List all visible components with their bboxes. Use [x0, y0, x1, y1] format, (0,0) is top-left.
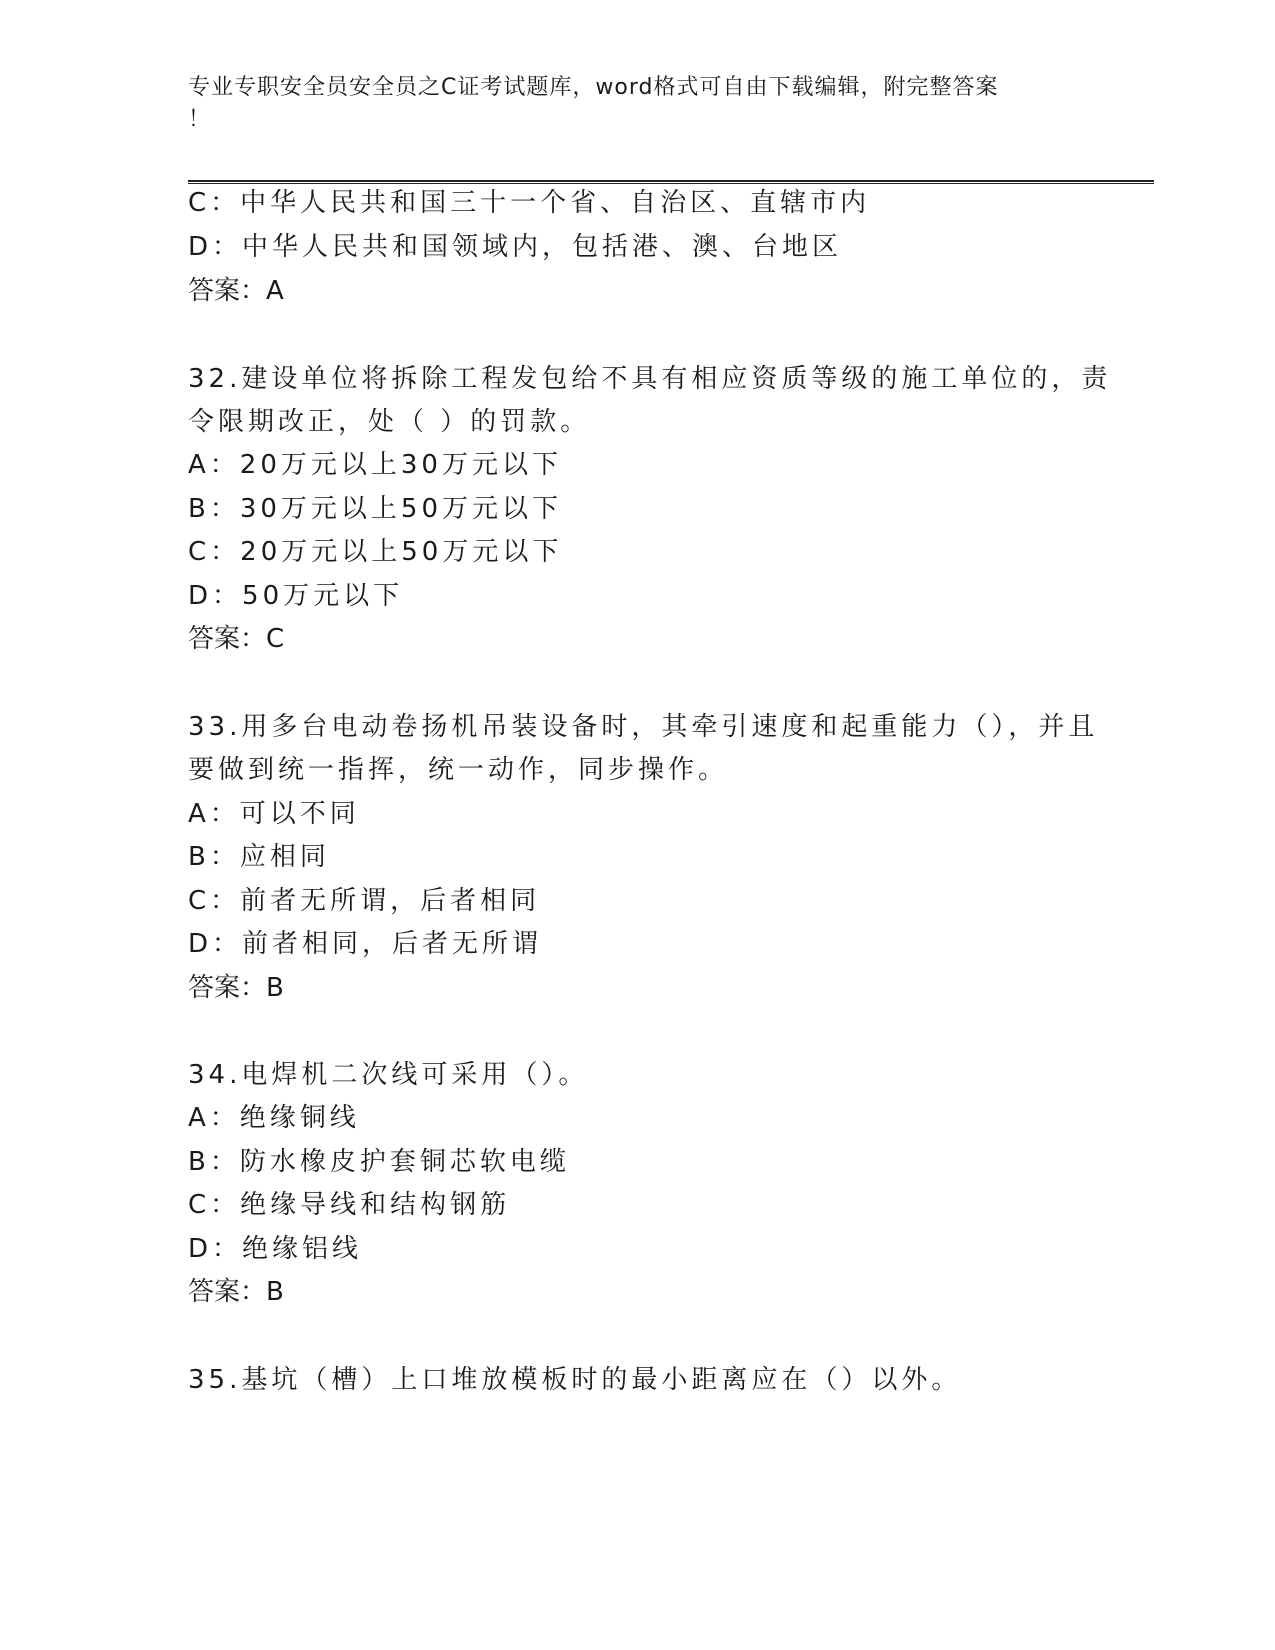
header-divider	[188, 180, 1154, 184]
question-32-option-a: A：20万元以上30万元以下	[188, 450, 562, 480]
question-34-option-d: D：绝缘铝线	[188, 1234, 363, 1264]
answer-value: A	[266, 276, 285, 306]
question-33-text-line2: 要做到统一指挥，统一动作，同步操作。	[188, 755, 729, 785]
question-34-option-a: A：绝缘铜线	[188, 1103, 360, 1133]
question-34-text: 34.电焊机二次线可采用（）。	[188, 1060, 589, 1090]
question-35-text: 35.基坑（槽）上口堆放模板时的最小距离应在（）以外。	[188, 1365, 962, 1395]
document-title-tail: ！	[188, 107, 212, 132]
question-32-answer	[188, 622, 285, 656]
question-32-option-c: C：20万元以上50万元以下	[188, 537, 563, 567]
question-32-text-line2: 令限期改正，处（ ）的罚款。	[188, 407, 591, 437]
question-33-option-a: A：可以不同	[188, 799, 360, 829]
answer-value: B	[266, 973, 285, 1003]
question-32-text-line1: 32.建设单位将拆除工程发包给不具有相应资质等级的施工单位的，责	[188, 364, 1112, 394]
answer-label: 答案：	[188, 276, 267, 306]
answer-label: 答案：	[188, 1277, 267, 1307]
question-33-text-line1: 33.用多台电动卷扬机吊装设备时，其牵引速度和起重能力（），并且	[188, 712, 1099, 742]
page-header	[188, 72, 1088, 136]
question-33-option-c: C：前者无所谓，后者相同	[188, 886, 541, 916]
question-34-option-c: C：绝缘导线和结构钢筋	[188, 1190, 511, 1220]
question-32-option-b: B：30万元以上50万元以下	[188, 494, 563, 524]
answer-line	[188, 274, 285, 308]
option-d: D：中华人民共和国领域内，包括港、澳、台地区	[188, 232, 843, 262]
option-c: C：中华人民共和国三十一个省、自治区、直辖市内	[188, 188, 871, 218]
question-34-option-b: B：防水橡皮护套铜芯软电缆	[188, 1147, 570, 1177]
answer-label: 答案：	[188, 624, 267, 654]
question-34-answer	[188, 1275, 285, 1309]
question-33-option-d: D：前者相同，后者无所谓	[188, 929, 543, 959]
document-title: 专业专职安全员安全员之C证考试题库，word格式可自由下载编辑，附完整答案	[188, 75, 999, 100]
answer-label: 答案：	[188, 973, 267, 1003]
question-33-option-b: B：应相同	[188, 842, 330, 872]
question-32-option-d: D：50万元以下	[188, 581, 404, 611]
answer-value: C	[266, 624, 286, 654]
question-33-answer	[188, 971, 285, 1005]
answer-value: B	[266, 1277, 285, 1307]
